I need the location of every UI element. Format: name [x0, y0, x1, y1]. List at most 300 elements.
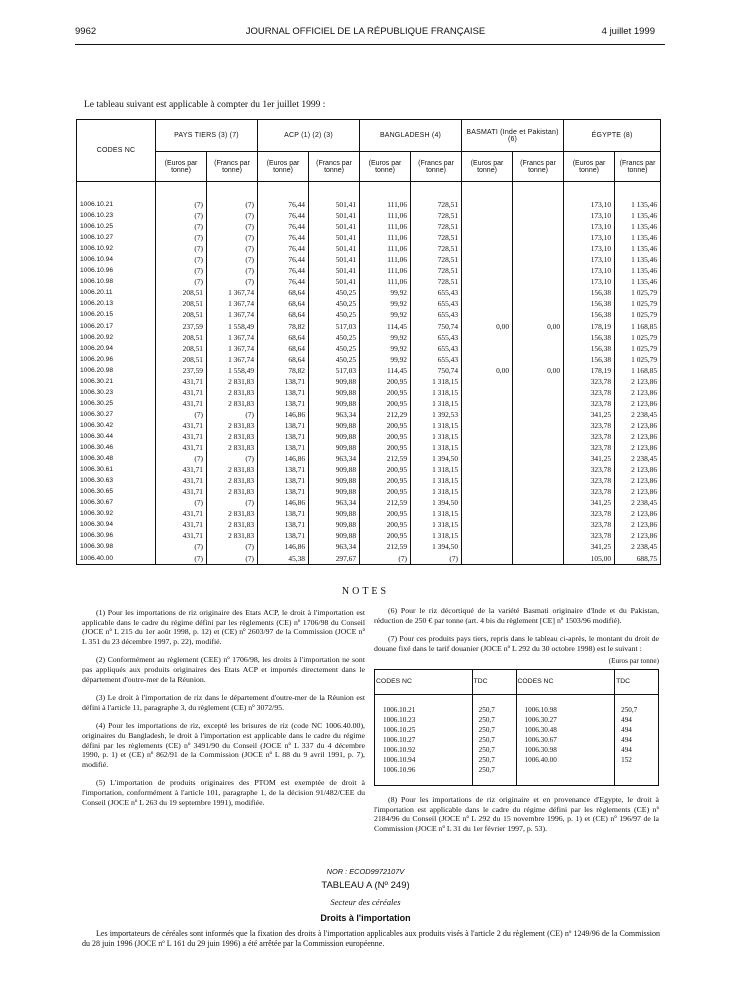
value-cell: 111,06: [360, 199, 411, 210]
table-row: [77, 398, 661, 409]
main-table-body: [77, 182, 661, 565]
value-cell: 138,71: [258, 420, 309, 431]
value-cell: 208,51: [156, 332, 207, 343]
value-cell: 909,88: [309, 387, 360, 398]
value-cell: 156,38: [564, 332, 615, 343]
value-cell: [513, 287, 564, 298]
value-cell: (7): [156, 497, 207, 508]
value-cell: 323,78: [564, 486, 615, 497]
table-row: [77, 332, 661, 343]
value-cell: 2 831,83: [207, 420, 258, 431]
tdc-value-cell: 494: [615, 715, 659, 725]
value-cell: 200,95: [360, 464, 411, 475]
value-cell: 909,88: [309, 442, 360, 453]
value-cell: 1 367,74: [207, 287, 258, 298]
value-cell: 728,51: [411, 265, 462, 276]
tdc-row: [375, 745, 659, 755]
spacer-cell: [258, 182, 309, 200]
table-row: [77, 309, 661, 320]
value-cell: 341,25: [564, 497, 615, 508]
spacer-cell: [77, 182, 156, 200]
value-cell: 323,78: [564, 431, 615, 442]
table-row: [77, 519, 661, 530]
codes-nc-header: CODES NC: [77, 120, 156, 182]
value-cell: 2 123,86: [615, 530, 661, 541]
value-cell: 76,44: [258, 265, 309, 276]
value-cell: 909,88: [309, 508, 360, 519]
value-cell: [513, 497, 564, 508]
table-row: [77, 464, 661, 475]
tdc-row: [375, 705, 659, 715]
tdc-code-cell: 1006.30.98: [516, 745, 615, 755]
value-cell: (7): [207, 210, 258, 221]
tdc-code-cell: 1006.10.21: [375, 705, 473, 715]
code-nc-cell: 1006.20.15: [77, 309, 156, 320]
tdc-codes-header: CODES NC: [516, 669, 615, 694]
value-cell: 200,95: [360, 376, 411, 387]
spacer-row: [375, 775, 659, 786]
value-cell: 323,78: [564, 387, 615, 398]
value-cell: 111,06: [360, 265, 411, 276]
value-cell: [462, 287, 513, 298]
value-cell: 1 135,46: [615, 243, 661, 254]
value-cell: 963,34: [309, 453, 360, 464]
value-cell: 68,64: [258, 343, 309, 354]
value-cell: 2 123,86: [615, 398, 661, 409]
value-cell: 200,95: [360, 387, 411, 398]
value-cell: [513, 298, 564, 309]
value-cell: 1 135,46: [615, 221, 661, 232]
value-cell: 655,43: [411, 332, 462, 343]
value-cell: [462, 210, 513, 221]
value-cell: 450,25: [309, 343, 360, 354]
value-cell: [513, 210, 564, 221]
code-nc-cell: 1006.30.96: [77, 530, 156, 541]
value-cell: 1 367,74: [207, 298, 258, 309]
value-cell: 2 831,83: [207, 376, 258, 387]
note-3: (3) Le droit à l'importation de riz dans le département d'outre-mer de la Réunion est défini à l'article 11, paragraphe 3, du règlement (CE) nº 3072/95.: [82, 693, 365, 712]
value-cell: (7): [156, 553, 207, 565]
value-cell: 728,51: [411, 210, 462, 221]
value-cell: 2 238,45: [615, 541, 661, 552]
value-cell: [513, 332, 564, 343]
value-cell: 431,71: [156, 376, 207, 387]
value-cell: 208,51: [156, 343, 207, 354]
value-cell: 99,92: [360, 287, 411, 298]
spacer-cell: [516, 694, 615, 705]
value-cell: 76,44: [258, 254, 309, 265]
code-nc-cell: 1006.30.67: [77, 497, 156, 508]
unit-header-euros: (Euros par tonne): [564, 152, 615, 182]
code-nc-cell: 1006.30.27: [77, 409, 156, 420]
unit-header-euros: (Euros par tonne): [258, 152, 309, 182]
code-nc-cell: 1006.30.48: [77, 453, 156, 464]
value-cell: 114,45: [360, 321, 411, 332]
value-cell: (7): [207, 453, 258, 464]
value-cell: 450,25: [309, 309, 360, 320]
value-cell: 2 123,86: [615, 387, 661, 398]
spacer-cell: [309, 182, 360, 200]
value-cell: 76,44: [258, 243, 309, 254]
value-cell: 341,25: [564, 541, 615, 552]
value-cell: 1 135,46: [615, 276, 661, 287]
group-header-pays-tiers: PAYS TIERS (3) (7): [156, 120, 258, 152]
tdc-value-cell: 250,7: [615, 705, 659, 715]
value-cell: [513, 464, 564, 475]
value-cell: 212,59: [360, 453, 411, 464]
code-nc-cell: 1006.30.63: [77, 475, 156, 486]
value-cell: 323,78: [564, 398, 615, 409]
value-cell: [513, 486, 564, 497]
value-cell: 1 318,15: [411, 464, 462, 475]
value-cell: 1 318,15: [411, 519, 462, 530]
tdc-code-cell: 1006.30.48: [516, 725, 615, 735]
value-cell: 156,38: [564, 309, 615, 320]
value-cell: [462, 387, 513, 398]
page-header: [0, 26, 731, 40]
value-cell: 99,92: [360, 354, 411, 365]
table-row: [77, 530, 661, 541]
value-cell: 208,51: [156, 298, 207, 309]
value-cell: 200,95: [360, 530, 411, 541]
value-cell: 728,51: [411, 243, 462, 254]
spacer-cell: [615, 182, 661, 200]
code-nc-cell: 1006.30.94: [77, 519, 156, 530]
value-cell: 1 318,15: [411, 530, 462, 541]
value-cell: [513, 519, 564, 530]
value-cell: 200,95: [360, 398, 411, 409]
value-cell: 1 394,50: [411, 453, 462, 464]
value-cell: 1 392,53: [411, 409, 462, 420]
value-cell: 173,10: [564, 254, 615, 265]
value-cell: [462, 442, 513, 453]
value-cell: 909,88: [309, 486, 360, 497]
value-cell: [513, 453, 564, 464]
value-cell: (7): [207, 243, 258, 254]
value-cell: 431,71: [156, 530, 207, 541]
value-cell: 2 238,45: [615, 453, 661, 464]
note-5: (5) L'importation de produits originaires des PTOM est exemptée de droit à l'importation, conformément à l'article 101, paragraphe 1, de la décision 91/482/CEE du Conseil (JOCE nº L 263 du 19 septembre 1991), modifiée.: [82, 778, 365, 807]
unit-header-francs: (Francs par tonne): [615, 152, 661, 182]
value-cell: 1 318,15: [411, 486, 462, 497]
value-cell: [513, 431, 564, 442]
tdc-code-cell: 1006.10.25: [375, 725, 473, 735]
value-cell: 1 025,79: [615, 287, 661, 298]
value-cell: (7): [207, 232, 258, 243]
table-row: [77, 365, 661, 376]
value-cell: 1 318,15: [411, 387, 462, 398]
value-cell: 1 135,46: [615, 232, 661, 243]
tdc-codes-header: CODES NC: [375, 669, 473, 694]
value-cell: 909,88: [309, 398, 360, 409]
value-cell: [513, 354, 564, 365]
table-row: [77, 541, 661, 552]
spacer-cell: [360, 182, 411, 200]
unit-header-francs: (Francs par tonne): [207, 152, 258, 182]
value-cell: 2 238,45: [615, 409, 661, 420]
value-cell: 501,41: [309, 276, 360, 287]
code-nc-cell: 1006.30.46: [77, 442, 156, 453]
spacer-cell: [207, 182, 258, 200]
value-cell: 212,29: [360, 409, 411, 420]
value-cell: [513, 265, 564, 276]
tdc-code-cell: 1006.10.23: [375, 715, 473, 725]
value-cell: 212,59: [360, 541, 411, 552]
value-cell: 431,71: [156, 486, 207, 497]
value-cell: 200,95: [360, 508, 411, 519]
value-cell: (7): [156, 254, 207, 265]
table-row: [77, 497, 661, 508]
value-cell: 1 367,74: [207, 309, 258, 320]
value-cell: 450,25: [309, 332, 360, 343]
value-cell: 146,86: [258, 453, 309, 464]
value-cell: 138,71: [258, 475, 309, 486]
value-cell: 200,95: [360, 420, 411, 431]
value-cell: 156,38: [564, 287, 615, 298]
code-nc-cell: 1006.10.94: [77, 254, 156, 265]
value-cell: 431,71: [156, 442, 207, 453]
value-cell: 114,45: [360, 365, 411, 376]
spacer-cell: [472, 694, 516, 705]
value-cell: 909,88: [309, 376, 360, 387]
code-nc-cell: 1006.10.96: [77, 265, 156, 276]
tdc-row: [375, 715, 659, 725]
value-cell: (7): [207, 541, 258, 552]
value-cell: [513, 276, 564, 287]
value-cell: 297,67: [309, 553, 360, 565]
value-cell: 1 168,85: [615, 321, 661, 332]
value-cell: 1 135,46: [615, 254, 661, 265]
value-cell: 2 123,86: [615, 519, 661, 530]
note-8: (8) Pour les importations de riz originaire et en provenance d'Egypte, le droit à l'importation est applicable dans le cadre du régime défini par les règlements (CE) nº 2184/96 du Conseil (JOCE nº L 292 du 15 novembre 1996, p. 1) et (CE) nº 196/97 de la Commission (JOCE nº L 31 du 1er février 1997, p. 53).: [374, 794, 659, 833]
value-cell: 68,64: [258, 287, 309, 298]
value-cell: 963,34: [309, 409, 360, 420]
value-cell: 68,64: [258, 309, 309, 320]
table-row: [77, 431, 661, 442]
value-cell: 1 318,15: [411, 508, 462, 519]
value-cell: [462, 553, 513, 565]
code-nc-cell: 1006.30.92: [77, 508, 156, 519]
header-rule: [75, 44, 665, 45]
note-1: (1) Pour les importations de riz originaire des Etats ACP, le droit à l'importation est applicable dans le cadre du régime défini par les règlements (CE) nº 1706/98 du Conseil (JOCE nº L 215 du 1er août 1998, p. 12) et (CE) nº 2603/97 de la Commission (JOCE nº L 351 du 23 décembre 1997, p. 22), modifié.: [82, 608, 365, 646]
value-cell: 1 025,79: [615, 343, 661, 354]
value-cell: 1 367,74: [207, 343, 258, 354]
value-cell: [513, 530, 564, 541]
table-row: [77, 210, 661, 221]
note-6: (6) Pour le riz décortiqué de la variété Basmati originaire d'Inde et du Pakistan, réduction de 250 € par tonne (art. 4 bis du règlement [CE] nº 1503/96 modifié).: [374, 606, 659, 625]
value-cell: (7): [207, 254, 258, 265]
spacer-cell: [375, 775, 473, 786]
tdc-value-header: TDC: [615, 669, 659, 694]
value-cell: 1 135,46: [615, 210, 661, 221]
tdc-unit-label: (Euros par tonne): [608, 657, 659, 666]
value-cell: 173,10: [564, 265, 615, 276]
value-cell: 146,86: [258, 497, 309, 508]
value-cell: 2 831,83: [207, 464, 258, 475]
value-cell: 138,71: [258, 376, 309, 387]
value-cell: 728,51: [411, 254, 462, 265]
value-cell: (7): [207, 553, 258, 565]
tdc-row: [375, 755, 659, 765]
value-cell: 431,71: [156, 420, 207, 431]
value-cell: 138,71: [258, 530, 309, 541]
table-row: [77, 221, 661, 232]
value-cell: [513, 541, 564, 552]
tdc-value-header: TDC: [472, 669, 516, 694]
code-nc-cell: 1006.10.23: [77, 210, 156, 221]
code-nc-cell: 1006.10.92: [77, 243, 156, 254]
value-cell: 341,25: [564, 453, 615, 464]
tableau-a-title: TABLEAU A (Nº 249): [321, 880, 410, 891]
tdc-value-cell: 494: [615, 745, 659, 755]
code-nc-cell: 1006.30.98: [77, 541, 156, 552]
value-cell: 323,78: [564, 530, 615, 541]
value-cell: 909,88: [309, 475, 360, 486]
tdc-table-body: [375, 694, 659, 785]
value-cell: (7): [207, 409, 258, 420]
value-cell: [462, 398, 513, 409]
tdc-code-cell: 1006.10.94: [375, 755, 473, 765]
value-cell: 76,44: [258, 232, 309, 243]
value-cell: 200,95: [360, 519, 411, 530]
value-cell: (7): [156, 265, 207, 276]
value-cell: 341,25: [564, 409, 615, 420]
value-cell: (7): [360, 553, 411, 565]
value-cell: [513, 420, 564, 431]
value-cell: [462, 298, 513, 309]
value-cell: 909,88: [309, 420, 360, 431]
value-cell: [462, 354, 513, 365]
value-cell: 2 123,86: [615, 486, 661, 497]
value-cell: 173,10: [564, 232, 615, 243]
value-cell: 138,71: [258, 442, 309, 453]
value-cell: [462, 508, 513, 519]
note-2: (2) Conformément au règlement (CEE) nº 1706/98, les droits à l'importation ne sont pas appliqués aux produits originaires des Etats ACP et importés directement dans le département d'outre-mer de la Réunion.: [82, 655, 365, 684]
value-cell: 156,38: [564, 343, 615, 354]
value-cell: 2 123,86: [615, 420, 661, 431]
value-cell: 111,06: [360, 276, 411, 287]
code-nc-cell: 1006.30.23: [77, 387, 156, 398]
value-cell: [462, 376, 513, 387]
value-cell: 111,06: [360, 210, 411, 221]
value-cell: [513, 309, 564, 320]
value-cell: 111,06: [360, 232, 411, 243]
tdc-code-cell: 1006.10.27: [375, 735, 473, 745]
value-cell: 728,51: [411, 232, 462, 243]
value-cell: (7): [156, 453, 207, 464]
value-cell: 501,41: [309, 221, 360, 232]
value-cell: 2 831,83: [207, 387, 258, 398]
value-cell: 1 318,15: [411, 398, 462, 409]
value-cell: 0,00: [513, 321, 564, 332]
unit-header-euros: (Euros par tonne): [156, 152, 207, 182]
value-cell: [513, 243, 564, 254]
value-cell: [513, 475, 564, 486]
table-row: [77, 387, 661, 398]
table-row: [77, 287, 661, 298]
value-cell: 111,06: [360, 254, 411, 265]
value-cell: (7): [207, 276, 258, 287]
value-cell: 450,25: [309, 354, 360, 365]
spacer-cell: [462, 182, 513, 200]
code-nc-cell: 1006.30.61: [77, 464, 156, 475]
value-cell: [462, 276, 513, 287]
value-cell: 431,71: [156, 398, 207, 409]
value-cell: [462, 519, 513, 530]
table-row: [77, 254, 661, 265]
tdc-code-cell: 1006.10.98: [516, 705, 615, 715]
notes-right-column: [374, 606, 659, 842]
tdc-value-cell: 250,7: [472, 715, 516, 725]
value-cell: [462, 541, 513, 552]
value-cell: 431,71: [156, 387, 207, 398]
table-row: [77, 232, 661, 243]
value-cell: 2 831,83: [207, 519, 258, 530]
spacer-cell: [615, 694, 659, 705]
value-cell: 2 831,83: [207, 442, 258, 453]
value-cell: 1 168,85: [615, 365, 661, 376]
table-row: [77, 199, 661, 210]
value-cell: 178,19: [564, 365, 615, 376]
value-cell: 212,59: [360, 497, 411, 508]
value-cell: 909,88: [309, 464, 360, 475]
value-cell: [462, 486, 513, 497]
value-cell: [462, 464, 513, 475]
tdc-value-cell: 250,7: [472, 735, 516, 745]
spacer-cell: [564, 182, 615, 200]
value-cell: [462, 265, 513, 276]
value-cell: 323,78: [564, 508, 615, 519]
value-cell: [513, 376, 564, 387]
value-cell: 200,95: [360, 431, 411, 442]
issue-date: 4 juillet 1999: [601, 26, 655, 37]
spacer-cell: [472, 775, 516, 786]
value-cell: 173,10: [564, 276, 615, 287]
table-row: [77, 508, 661, 519]
value-cell: [462, 232, 513, 243]
value-cell: 1 025,79: [615, 298, 661, 309]
value-cell: 501,41: [309, 210, 360, 221]
value-cell: (7): [156, 276, 207, 287]
notes-title: NOTES: [341, 586, 390, 597]
table-row: [77, 409, 661, 420]
value-cell: 76,44: [258, 221, 309, 232]
value-cell: 750,74: [411, 365, 462, 376]
code-nc-cell: 1006.30.44: [77, 431, 156, 442]
tdc-value-cell: 152: [615, 755, 659, 765]
tdc-value-cell: [615, 765, 659, 775]
tdc-value-cell: 250,7: [472, 705, 516, 715]
value-cell: [513, 232, 564, 243]
code-nc-cell: 1006.20.96: [77, 354, 156, 365]
nor-reference: NOR : ECOD9972107V: [326, 867, 405, 876]
value-cell: 1 394,50: [411, 497, 462, 508]
page-number: 9962: [75, 26, 97, 37]
value-cell: 431,71: [156, 475, 207, 486]
value-cell: (7): [207, 497, 258, 508]
value-cell: 2 831,83: [207, 398, 258, 409]
tdc-value-cell: 250,7: [472, 745, 516, 755]
value-cell: 76,44: [258, 276, 309, 287]
value-cell: (7): [156, 221, 207, 232]
tdc-row: [375, 725, 659, 735]
value-cell: 1 135,46: [615, 199, 661, 210]
value-cell: [513, 553, 564, 565]
value-cell: [462, 453, 513, 464]
spacer-row: [77, 182, 661, 200]
journal-title: JOURNAL OFFICIEL DE LA RÉPUBLIQUE FRANÇAISE: [245, 26, 486, 37]
value-cell: 237,59: [156, 365, 207, 376]
